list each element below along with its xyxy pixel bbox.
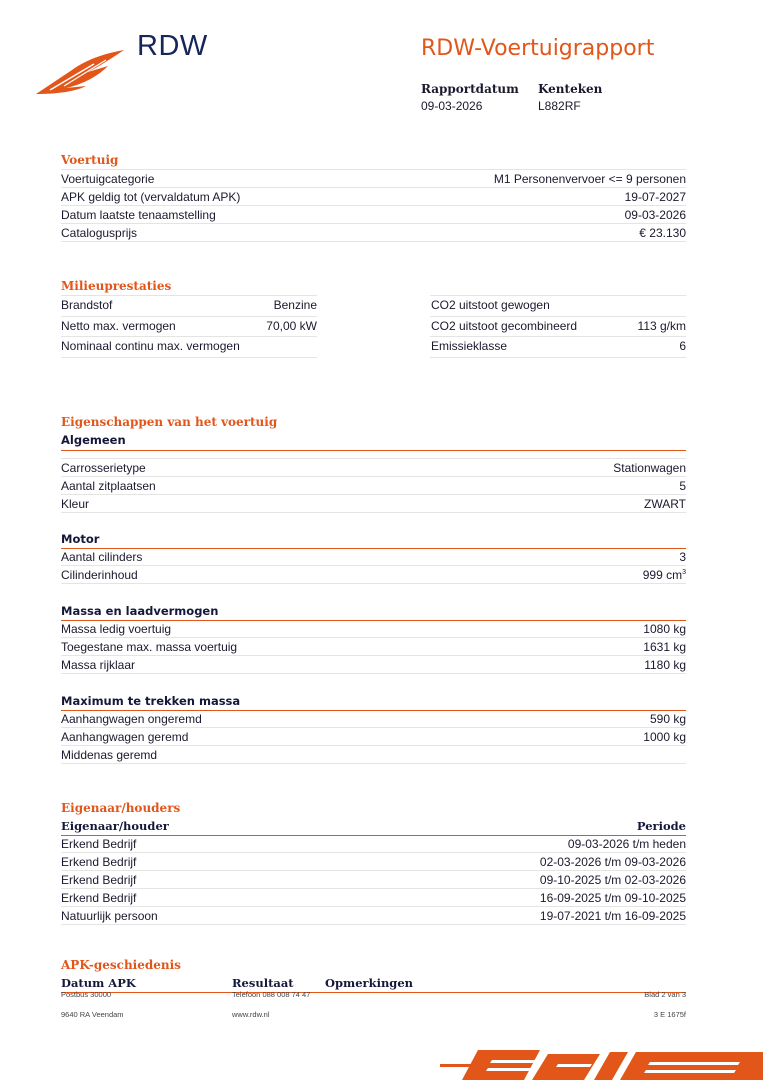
row-label: APK geldig tot (vervaldatum APK) [61,190,241,204]
footer-adres: 9640 RA Veendam [61,1010,124,1019]
column-header-periode: Periode [636,819,686,833]
section-apk-title: APK-geschiedenis [61,958,181,972]
row-label: Aantal zitplaatsen [61,479,156,493]
subsection-trekken-title: Maximum te trekken massa [61,694,241,708]
kenteken-value: L882RF [538,99,581,113]
row-label: Cilinderinhoud [61,568,138,582]
footer-page-number: Blad 2 van 3 [644,990,686,999]
subsection-motor-title: Motor [61,532,100,546]
row-label: Catalogusprijs [61,226,138,240]
subsection-algemeen-title: Algemeen [61,433,126,447]
footer-website: www.rdw.nl [232,1010,270,1019]
table-row [61,206,686,224]
row-value: 09-03-2026 t/m heden [567,837,686,851]
row-value: € 23.130 [639,226,686,240]
column-header-datum-apk: Datum APK [61,976,136,990]
table-row [61,907,686,925]
row-label: Toegestane max. massa voertuig [61,640,238,654]
table-row [61,495,686,513]
row-value: 590 kg [649,712,686,726]
table-row [61,336,686,357]
kenteken-label: Kenteken [538,82,603,96]
table-row [61,316,686,337]
row-label: Erkend Bedrijf [61,873,137,887]
row-value: 3 [679,550,686,564]
eigenaar-table [61,835,686,925]
row-value: Benzine [273,298,317,312]
row-value: 19-07-2021 t/m 16-09-2025 [539,909,686,923]
row-value: 1000 kg [643,730,686,744]
table-row [61,295,686,316]
row-label: Erkend Bedrijf [61,855,137,869]
row-label: Voertuigcategorie [61,172,155,186]
row-label: Nominaal continu max. vermogen [61,339,240,354]
algemeen-table [61,458,686,513]
voertuig-table [61,169,686,242]
decorative-stripes-icon [440,1050,763,1080]
footer-postbus: Postbus 30000 [61,990,112,999]
row-value: ZWART [644,497,686,511]
table-row [61,656,686,674]
row-value-2: 113 g/km [637,318,686,333]
section-eigenaar-title: Eigenaar/houders [61,801,181,815]
row-label-2: Emissieklasse [431,339,508,354]
row-label: Netto max. vermogen [61,318,176,333]
milieu-table [61,295,686,357]
section-voertuig-title: Voertuig [61,153,119,167]
section-milieu-title: Milieuprestaties [61,279,172,293]
row-value: 1631 kg [643,640,686,654]
rdw-logo-icon [36,46,126,98]
row-label: Aanhangwagen ongeremd [61,712,202,726]
row-value: M1 Personenvervoer <= 9 personen [493,172,686,186]
section-eigenschappen-title: Eigenschappen van het voertuig [61,415,278,429]
row-label: Brandstof [61,298,113,312]
row-label: Massa rijklaar [61,658,136,672]
row-label: Datum laatste tenaamstelling [61,208,216,222]
brand-name: RDW [137,30,208,62]
footer-telefoon: Telefoon 088 008 74 47 [232,990,311,999]
footer-code: 3 E 1675f [653,1010,686,1019]
table-row [61,188,686,206]
rapportdatum-value: 09-03-2026 [421,99,483,113]
table-row [61,170,686,188]
report-title: RDW-Voertuigrapport [421,36,655,61]
row-label: Aantal cilinders [61,550,143,564]
rapportdatum-label: Rapportdatum [421,82,519,96]
row-value: 1080 kg [643,622,686,636]
divider [61,992,686,993]
subsection-massa-title: Massa en laadvermogen [61,604,219,618]
row-label: Carrosserietype [61,461,146,475]
row-value: 999 $cm^3$ [642,568,686,582]
row-value: 70,00 kW [266,318,317,333]
table-row [61,566,686,584]
row-value: Stationwagen [613,461,686,475]
row-value: 16-09-2025 t/m 09-10-2025 [539,891,686,905]
divider [61,450,686,451]
row-label-2: CO2 uitstoot gecombineerd [431,318,578,333]
table-row [61,728,686,746]
column-header-resultaat: Resultaat [232,976,294,990]
column-header-eigenaar: Eigenaar/houder [61,819,169,833]
column-header-opmerkingen: Opmerkingen [325,976,414,990]
row-label: Natuurlijk persoon [61,909,158,923]
table-row [61,620,686,638]
row-value: 1180 kg [644,658,686,672]
table-row [61,835,686,853]
row-value: 02-03-2026 t/m 09-03-2026 [539,855,686,869]
table-row [61,889,686,907]
row-value: 19-07-2027 [624,190,686,204]
massa-table [61,620,686,674]
row-label: Erkend Bedrijf [61,891,137,905]
table-row [61,746,686,764]
table-row [61,548,686,566]
row-label: Middenas geremd [61,748,158,762]
motor-table [61,548,686,584]
row-label: Massa ledig voertuig [61,622,172,636]
row-value: 09-10-2025 t/m 02-03-2026 [539,873,686,887]
row-value: 09-03-2026 [624,208,686,222]
table-row [61,710,686,728]
row-label: Erkend Bedrijf [61,837,137,851]
row-value-2: 6 [679,339,686,354]
row-value: 5 [679,479,686,493]
row-label: Aanhangwagen geremd [61,730,189,744]
row-label-2: CO2 uitstoot gewogen [431,298,550,312]
table-row [61,459,686,477]
table-row [61,477,686,495]
trekken-table [61,710,686,764]
table-row [61,871,686,889]
table-row [61,224,686,242]
table-row [61,853,686,871]
row-label: Kleur [61,497,90,511]
table-row [61,638,686,656]
